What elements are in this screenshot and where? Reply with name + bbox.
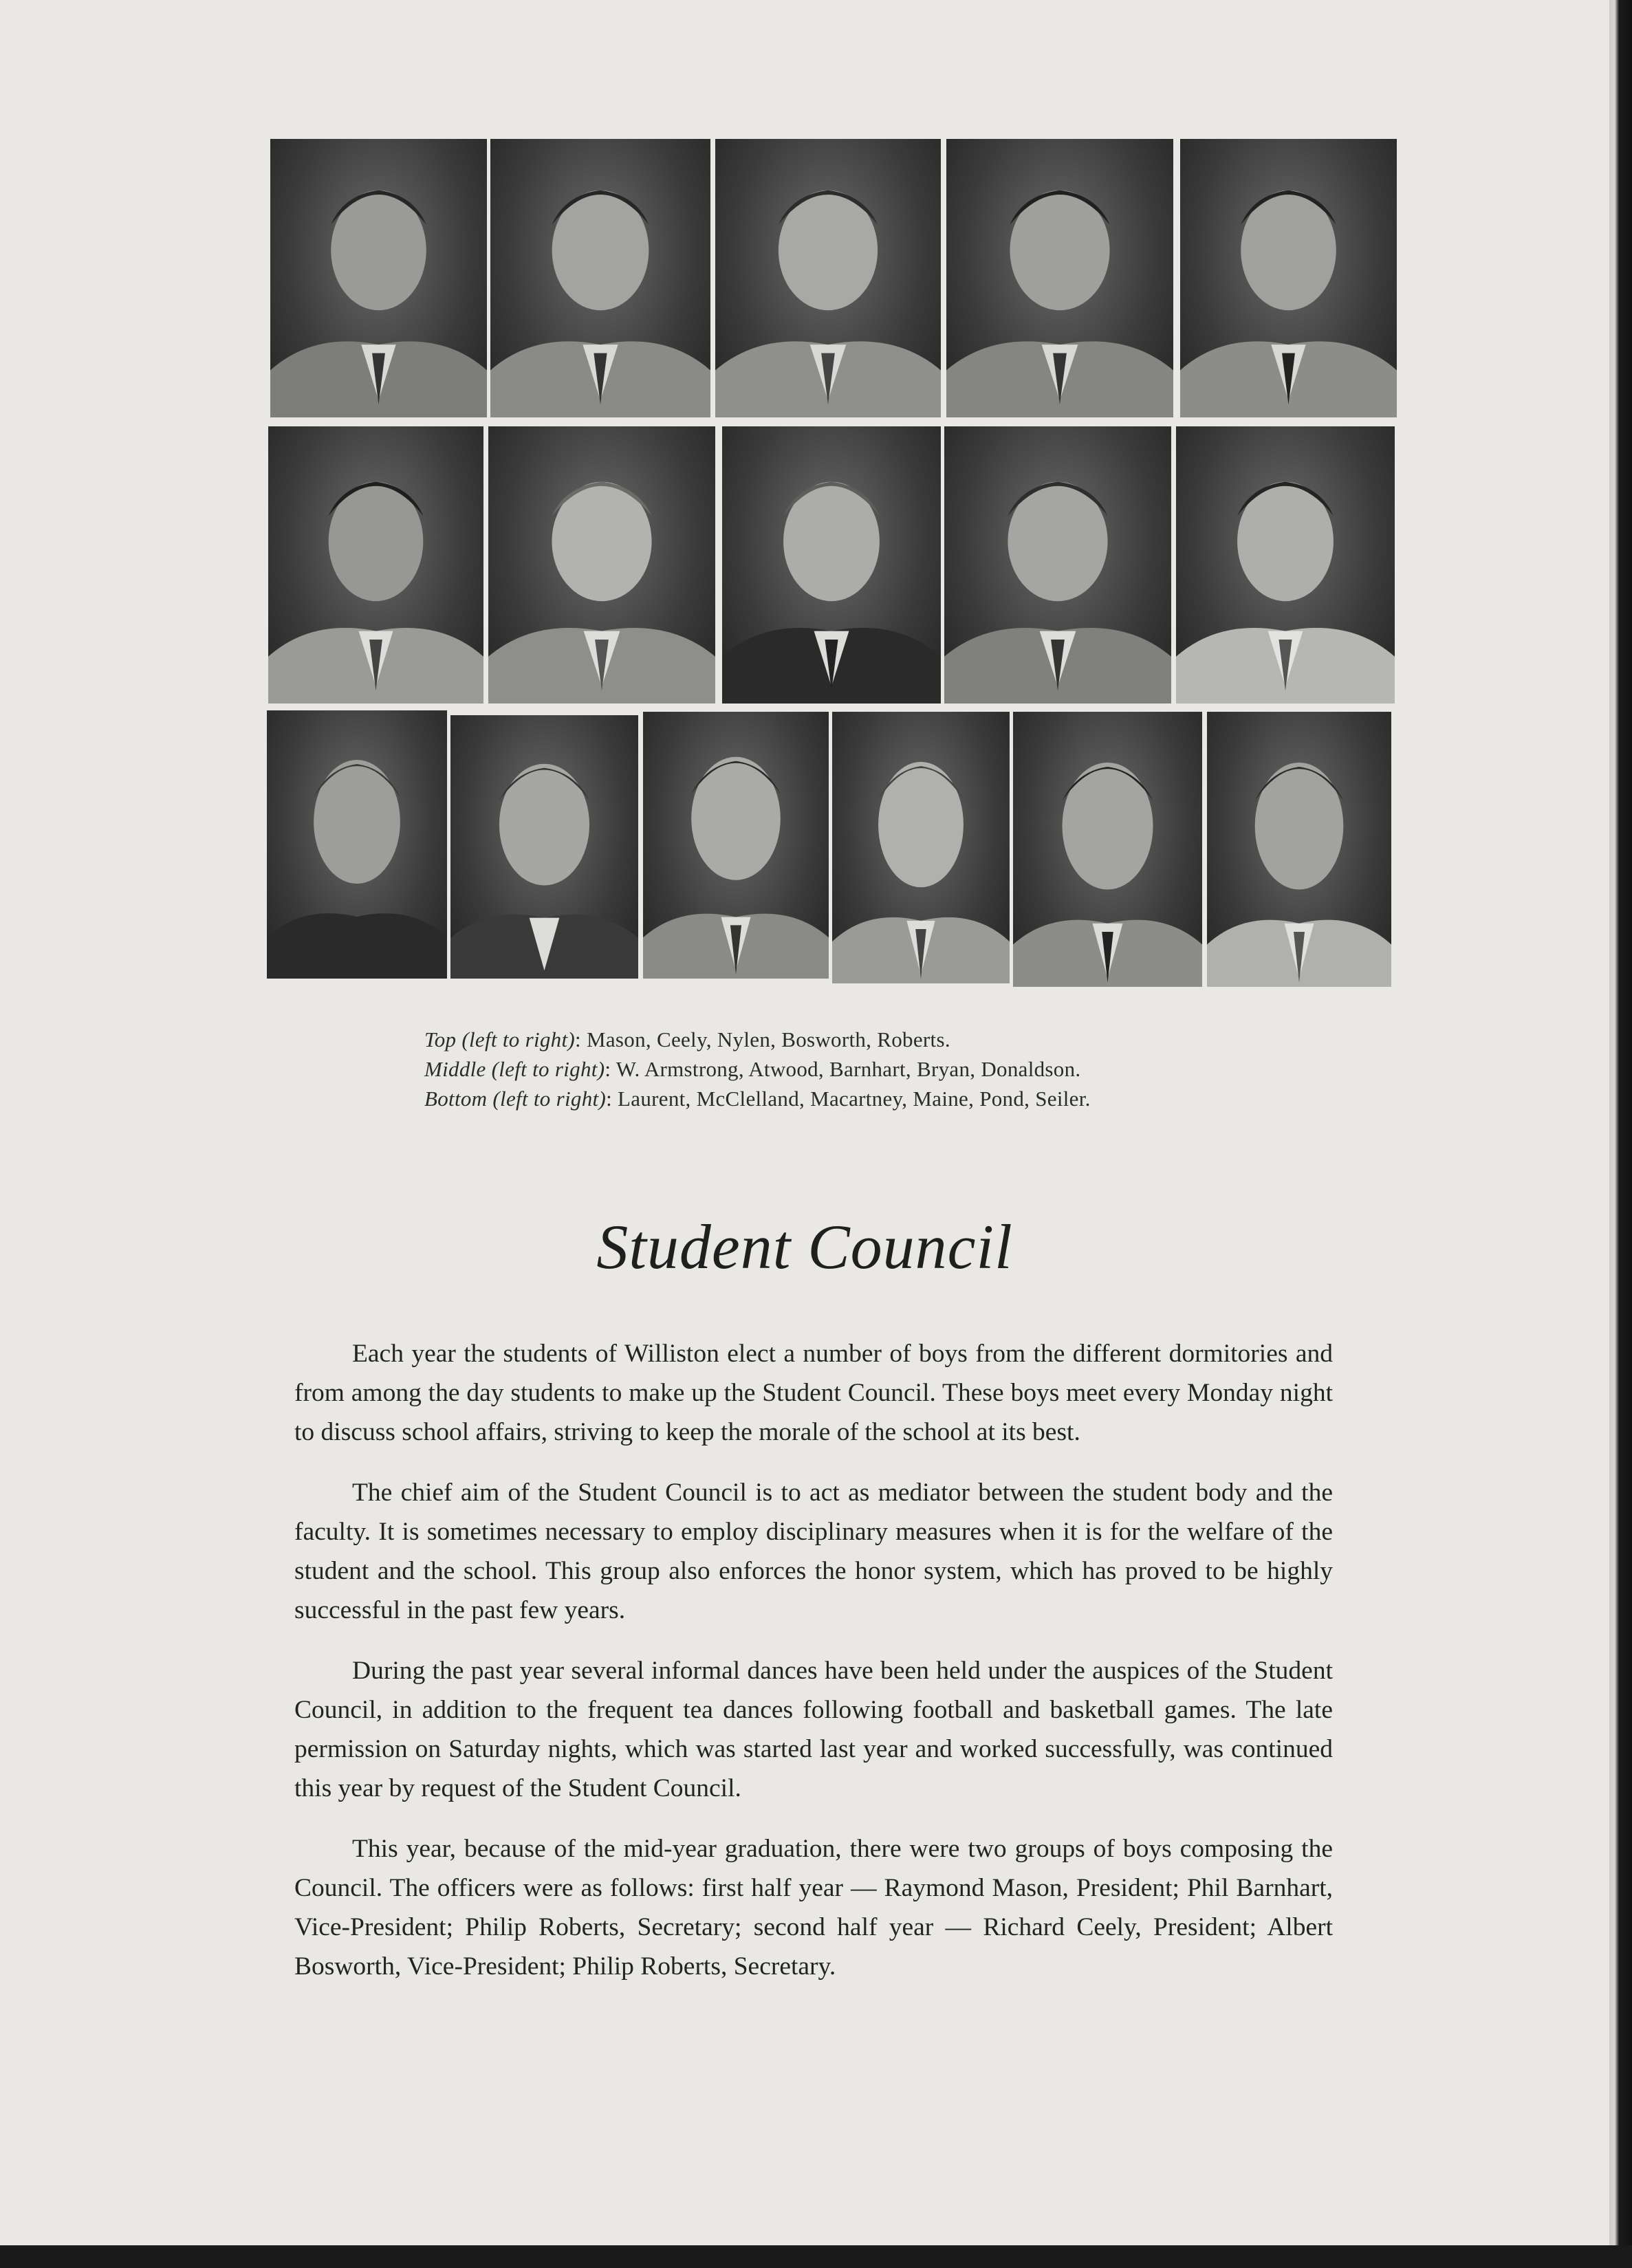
caption-middle-label: Middle [424,1057,486,1081]
portrait-bryan [944,426,1171,704]
caption-top-names: : Mason, Ceely, Nylen, Bosworth, Roberts. [575,1027,950,1051]
portrait-macartney [643,712,829,979]
page-bottom-edge [0,2245,1632,2268]
portrait-mason [270,139,487,417]
portrait-atwood [488,426,715,704]
paragraph: The chief aim of the Student Council is to act as mediator between the student body and the faculty. It is sometimes necessary to employ disciplinary measures when it is for the welfare of the student and the school. This group also enforces the honor system, which has proved to be highly successful in the past few years. [294,1479,1333,1624]
portrait-ceely [490,139,710,417]
caption-middle-names: : W. Armstrong, Atwood, Barnhart, Bryan, Donaldson. [605,1057,1081,1081]
article-body [294,1334,1333,2007]
portrait-w-armstrong [268,426,483,704]
page-title: Student Council [596,1212,1013,1282]
caption-bottom-names: : Laurent, McClelland, Macartney, Maine, Pond, Seiler. [606,1087,1091,1111]
portrait-pond [1013,712,1202,987]
caption-top-line [424,1025,1318,1054]
caption-middle-line [424,1054,1318,1084]
portrait-donaldson [1176,426,1395,704]
paragraph: During the past year several informal dances have been held under the auspices of the Student Council, in addition to the frequent tea dances following football and basketball games. The late permission on Saturday nights, which was started last year and worked successfully, was continued this year by request of the Student Council. [294,1657,1333,1802]
portrait-roberts [1180,139,1397,417]
caption-middle-direction: (left to right) [491,1057,605,1081]
portrait-barnhart [722,426,941,704]
page-right-edge [1609,0,1632,2268]
paragraph: Each year the students of Williston elect a number of boys from the different dormitories and from among the day students to make up the Student Council. These boys meet every Monday night to discuss school affairs, striving to keep the morale of the school at its best. [294,1340,1333,1446]
caption-bottom-label: Bottom [424,1087,488,1111]
caption-top-label: Top [424,1027,457,1051]
caption-top-direction: (left to right) [461,1027,576,1051]
caption-bottom-direction: (left to right) [492,1087,607,1111]
caption-bottom-line [424,1084,1318,1113]
portrait-maine [832,712,1010,983]
photo-caption [424,1025,1318,1113]
paragraph: This year, because of the mid-year graduation, there were two groups of boys composing the Council. The officers were as follows: first half year — Raymond Mason, President; Phil Barnhart, Vice-President; Philip Roberts, Secretary; second half year — Richard Ceely, President; Albert Bosworth, Vice-President; Philip Roberts, Secretary. [294,1835,1333,1981]
portrait-bosworth [946,139,1173,417]
portrait-nylen [715,139,941,417]
portrait-laurent [267,710,447,979]
portrait-seiler [1207,712,1391,987]
portrait-mcclelland [450,715,638,979]
